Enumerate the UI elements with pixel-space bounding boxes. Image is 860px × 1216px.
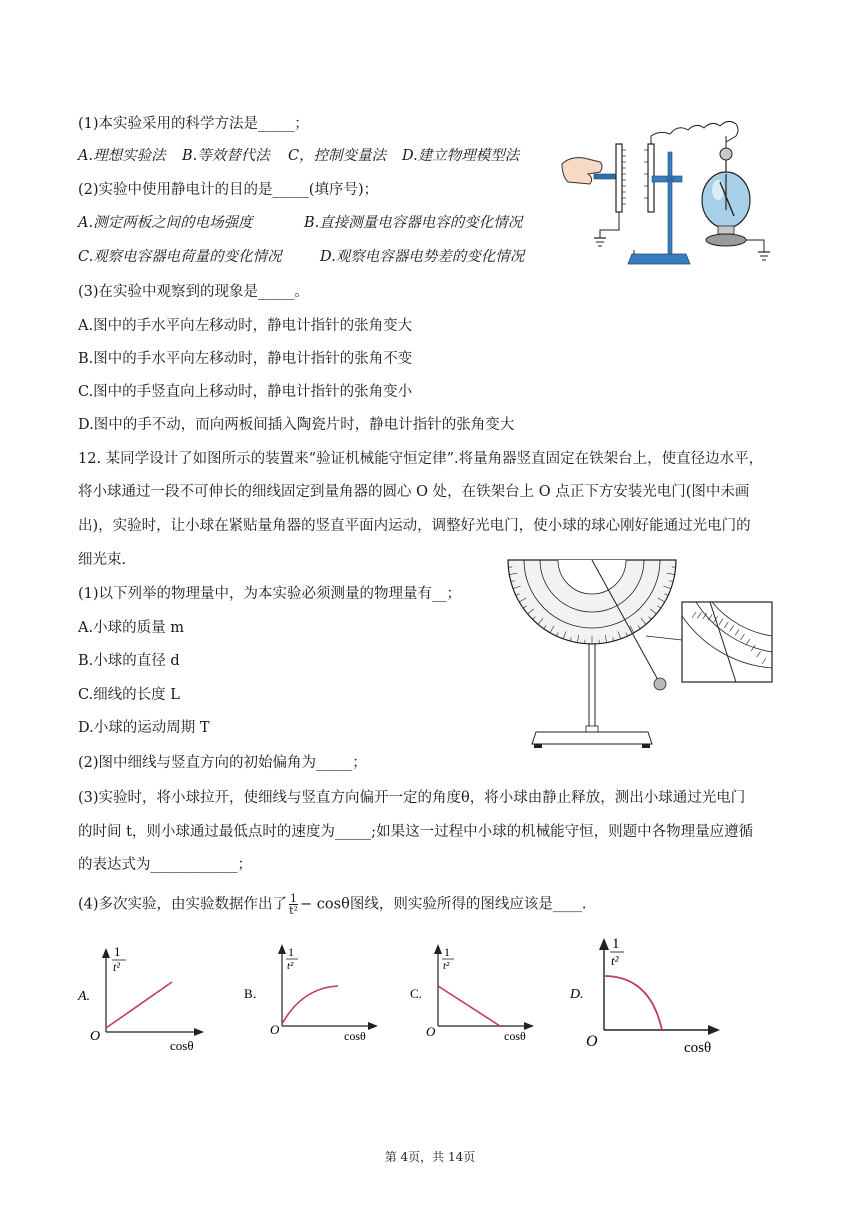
graph-curve <box>282 986 338 1024</box>
graph-option-label: C. <box>410 986 422 1001</box>
graph-option-c <box>406 938 546 1052</box>
hand-shape <box>562 158 602 184</box>
q12-part1-option-c: C.细线的长度 L <box>78 687 180 703</box>
graph-option-a <box>74 938 214 1052</box>
capacitor-electroscope-figure <box>560 118 780 274</box>
y-label-num: 1 <box>612 936 620 952</box>
fraction-numerator: 1 <box>290 892 298 905</box>
graph-option-label: B． <box>244 986 266 1001</box>
q11-part1-option-b: B.等效替代法 <box>182 148 270 164</box>
q12-stem-line-1: 12. 某同学设计了如图所示的装置来“验证机械能守恒定律”.将量角器竖直固定在铁架台上，使直径边水平， <box>78 451 764 467</box>
graph-curve <box>604 976 662 1030</box>
q12-stem-line-2: 将小球通过一段不可伸长的细线固定到量角器的圆心 O 处，在铁架台上 O 点正下方安装光电门(图中未画 <box>78 484 750 500</box>
zoom-box <box>682 602 772 682</box>
page-footer: 第 4页，共 14页 <box>384 1150 476 1164</box>
q12-stem-line-4: 细光束. <box>78 552 127 568</box>
q12-stem-line-3: 出)，实验时，让小球在紧贴量角器的竖直平面内运动，调整好光电门，使小球的球心刚好能通过光电门的 <box>78 518 751 534</box>
q11-part3: (3)在实验中观察到的现象是_____。 <box>78 284 309 300</box>
electroscope-knob <box>720 148 732 160</box>
x-axis-label: cosθ <box>170 1038 194 1052</box>
x-axis-label: cosθ <box>684 1040 712 1056</box>
y-label-den: t² <box>287 960 294 972</box>
graph-option-label: A. <box>78 989 91 1004</box>
stand-pole <box>589 644 595 728</box>
q11-part3-option-a: A.图中的手水平向左移动时，静电计指针的张角变大 <box>78 318 413 334</box>
stand-base <box>532 732 652 744</box>
q12-part4 <box>78 893 586 916</box>
q12-part1: (1)以下列举的物理量中，为本实验必须测量的物理量有__； <box>78 586 462 602</box>
q11-part2-option-b: B.直接测量电容器电容的变化情况 <box>304 215 523 231</box>
graph-curve <box>106 982 172 1028</box>
q11-part3-option-d: D.图中的手不动，而向两板间插入陶瓷片时，静电计指针的张角变大 <box>78 417 515 433</box>
y-label-num: 1 <box>288 945 294 959</box>
connecting-wire <box>651 121 738 144</box>
q12-part4-fraction <box>289 893 298 916</box>
graph-option-b <box>240 938 380 1052</box>
x-axis-label: cosθ <box>504 1029 526 1043</box>
q11-part1: (1)本实验采用的科学方法是_____； <box>78 116 309 132</box>
origin-label: O <box>270 1022 280 1037</box>
y-label-num: 1 <box>444 945 450 959</box>
protractor-stand-figure <box>500 556 780 752</box>
origin-label: O <box>426 1024 436 1039</box>
q11-part2-option-a: A.测定两板之间的电场强度 <box>78 215 253 231</box>
q11-part2-option-c: C.观察电容器电荷量的变化情况 <box>78 249 282 265</box>
left-plate <box>616 144 622 212</box>
q12-part3-line-3: 的表达式为____________； <box>78 857 252 873</box>
origin-label: O <box>90 1029 101 1044</box>
q11-part1-option-a: A.理想实验法 <box>78 148 166 164</box>
stand-base <box>628 254 690 264</box>
graph-option-label: D. <box>570 987 584 1002</box>
y-label-num: 1 <box>114 944 121 959</box>
q11-part3-option-b: B.图中的手水平向左移动时，静电计指针的张角不变 <box>78 351 413 367</box>
q12-part3-line-1: (3)实验时，将小球拉开，使细线与竖直方向偏开一定的角度θ，将小球由静止释放，测出小球通过光电门 <box>78 790 746 806</box>
q12-part1-option-a: A.小球的质量 m <box>78 620 184 636</box>
q12-part4-before: (4)多次实验，由实验数据作出了 <box>78 896 288 913</box>
origin-label: O <box>586 1033 598 1050</box>
fraction-denominator: t² <box>289 904 298 917</box>
y-label-den: t² <box>611 953 619 968</box>
q12-part3-line-2: 的时间 t，则小球通过最低点时的速度为_____;如果这一过程中小球的机械能守恒，则题中各物理量应遵循 <box>78 824 754 840</box>
q11-part2-option-d: D.观察电容器电势差的变化情况 <box>320 249 525 265</box>
pendulum-ball <box>654 678 666 690</box>
graph-curve <box>438 986 500 1026</box>
q12-part1-option-b: B.小球的直径 d <box>78 653 180 669</box>
q11-part3-option-c: C.图中的手竖直向上移动时，静电计指针的张角变小 <box>78 384 413 400</box>
q12-part2: (2)图中细线与竖直方向的初始偏角为_____； <box>78 755 367 771</box>
q12-part1-option-d: D.小球的运动周期 T <box>78 720 210 736</box>
q11-part1-option-c: C，控制变量法 <box>288 148 387 164</box>
q11-part1-option-d: D.建立物理模型法 <box>402 148 520 164</box>
q11-part2: (2)实验中使用静电计的目的是_____(填序号)； <box>78 182 379 198</box>
q12-part4-after: − cosθ图线，则实验所得的图线应该是____. <box>300 896 587 913</box>
x-axis-label: cosθ <box>344 1029 366 1043</box>
stand-pole <box>668 152 672 256</box>
y-label-den: t² <box>443 960 450 972</box>
y-label-den: t² <box>113 960 120 974</box>
electroscope-base <box>706 234 746 246</box>
graph-option-d <box>566 930 736 1056</box>
